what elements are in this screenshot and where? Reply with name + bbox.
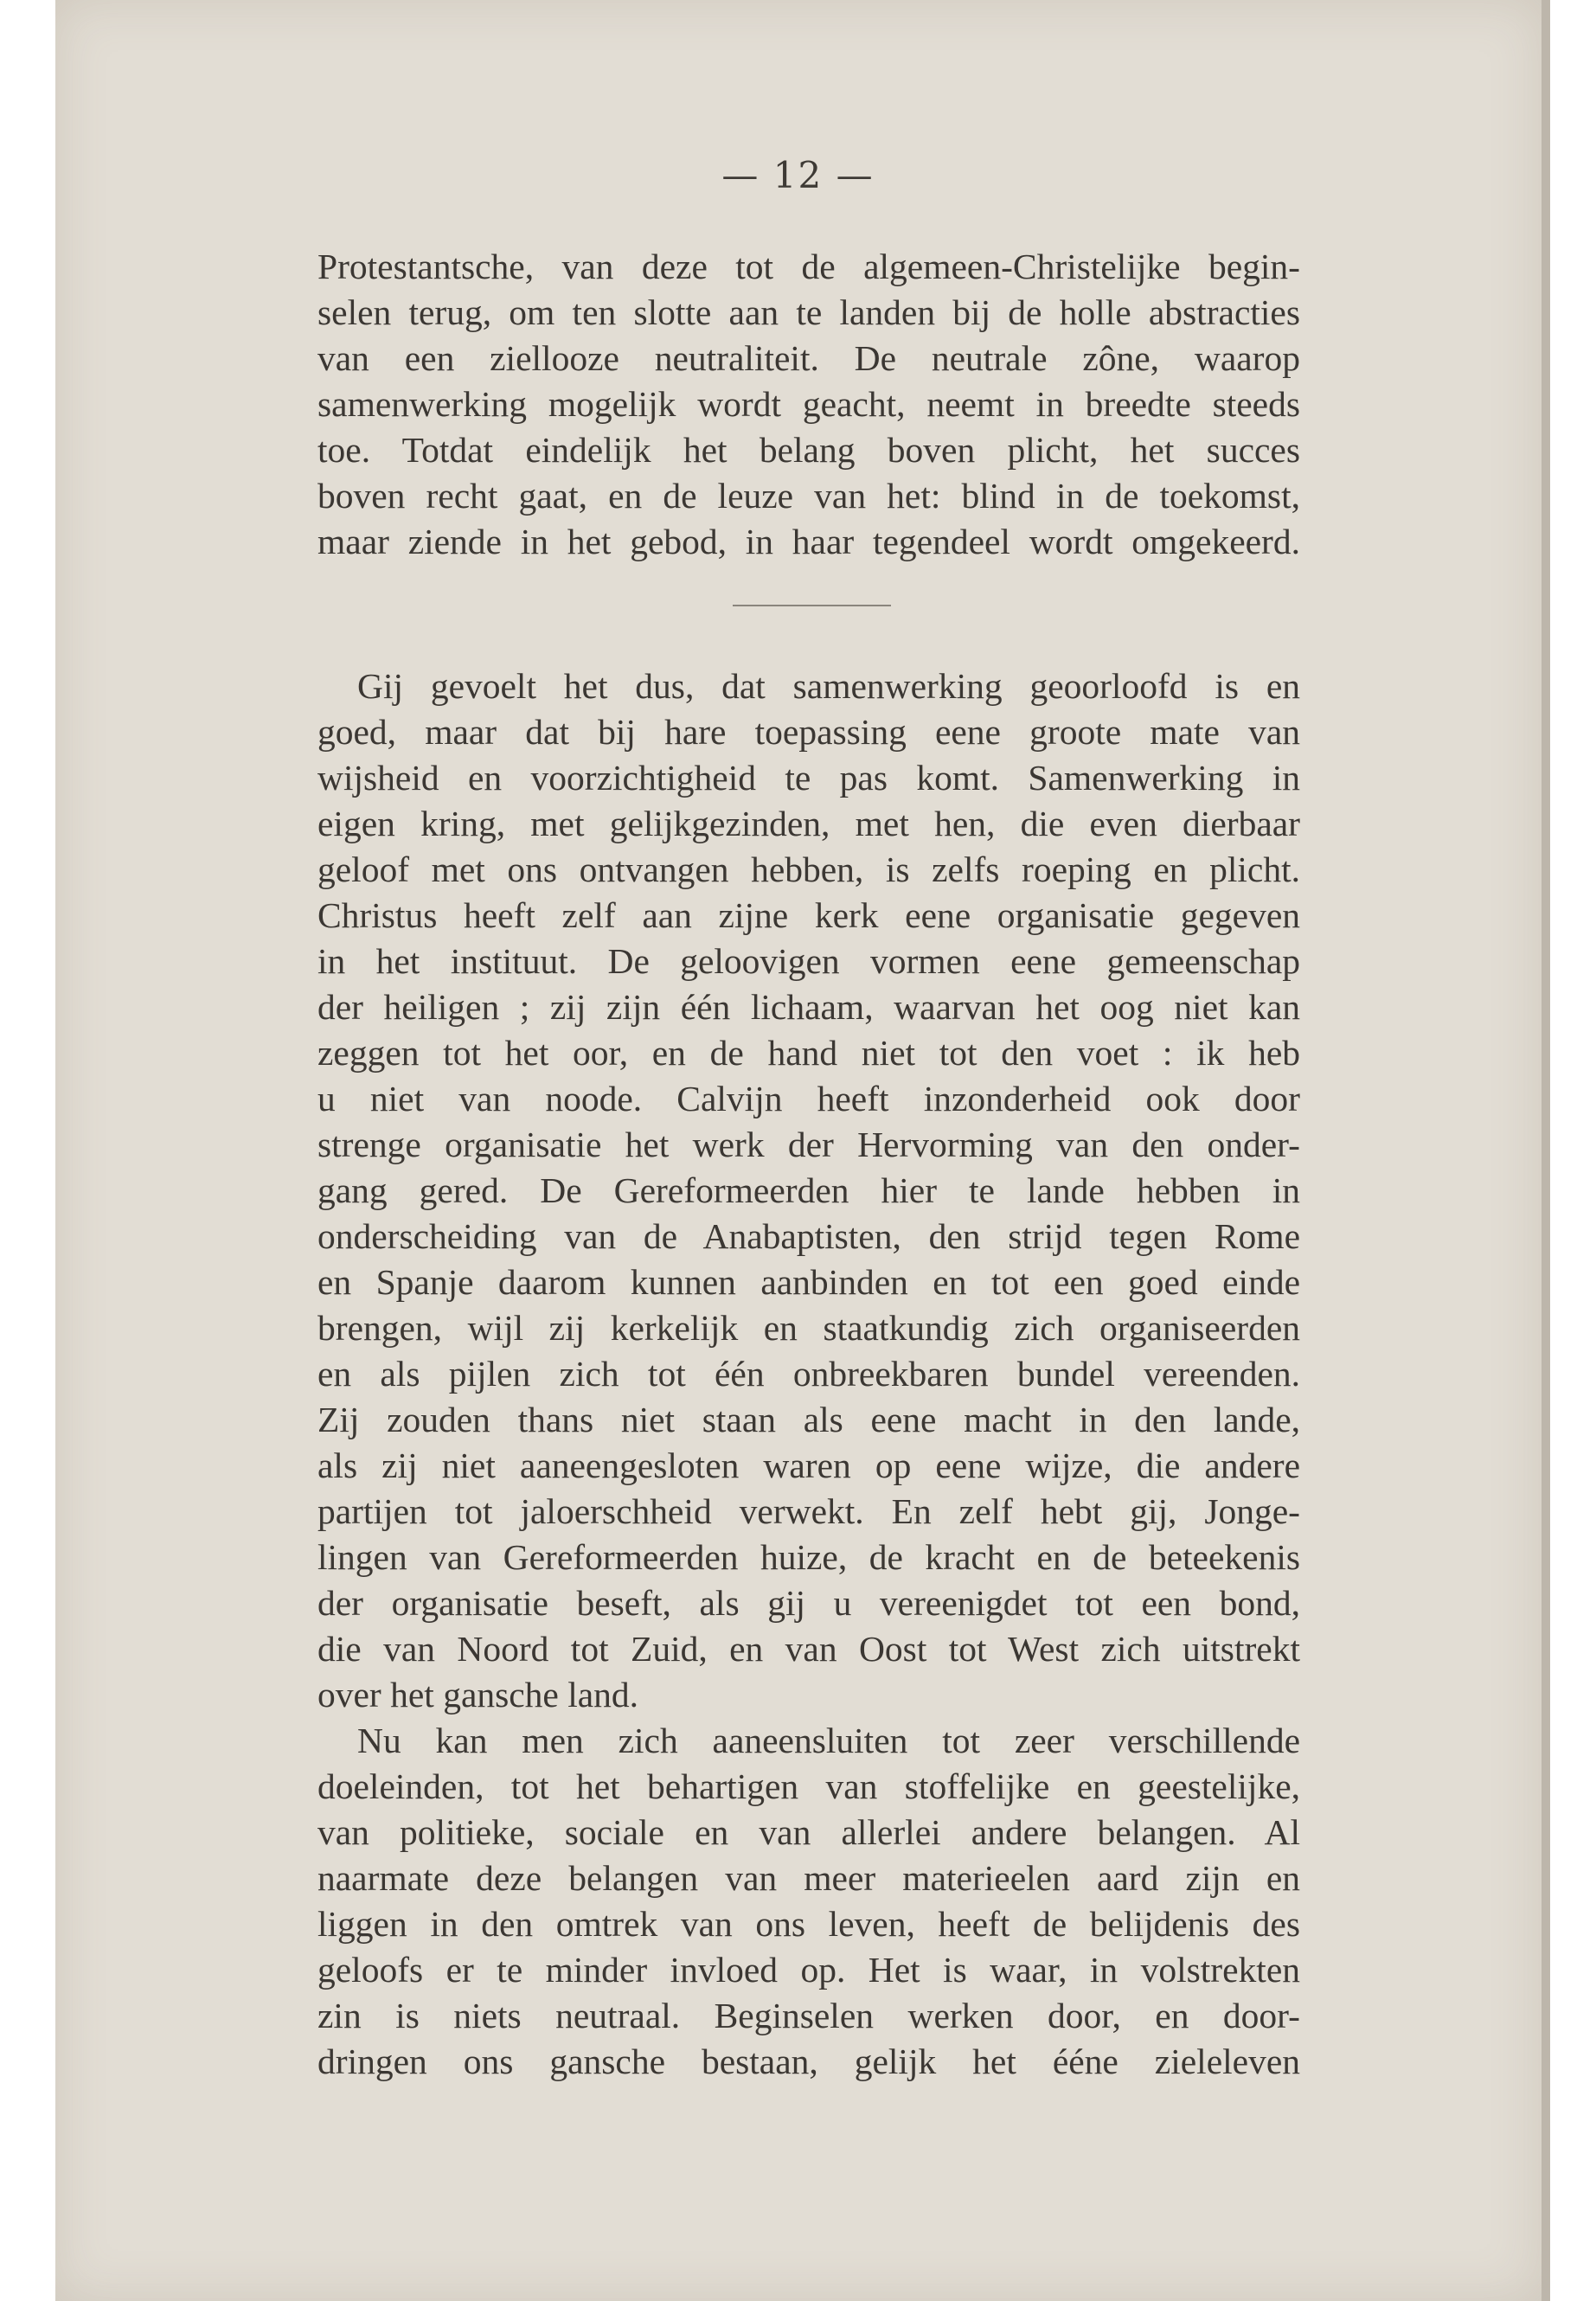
section-divider [733,605,891,663]
text-line: der organisatie beseft, als gij u vereenigdet tot een bond, [317,1583,1300,1623]
text-line: eigen kring, met gelijkgezinden, met hen, die even dierbaar [317,804,1300,843]
text-line: onderscheiding van de Anabaptisten, den strijd tegen Rome [317,1216,1300,1256]
text-line: Christus heeft zelf aan zijne kerk eene organisatie gegeven [317,895,1300,935]
text-line: der heiligen ; zij zijn één lichaam, waarvan het oog niet kan [317,987,1300,1027]
text-line: wijsheid en voorzichtigheid te pas komt. Samenwerking in [317,758,1300,798]
paragraph-3 [317,1718,1300,2085]
text-line: dringen ons gansche bestaan, gelijk het ééne zieleleven [317,2041,1300,2081]
text-line: als zij niet aaneengesloten waren op eene wijze, die andere [317,1445,1300,1485]
text-line: brengen, wijl zij kerkelijk en staatkundig zich organiseerden [317,1308,1300,1348]
text-line: selen terug, om ten slotte aan te landen bij de holle abstracties [317,292,1300,332]
page-edge [1542,0,1550,2301]
text-line: naarmate deze belangen van meer materieelen aard zijn en [317,1858,1300,1898]
text-line: doeleinden, tot het behartigen van stoffelijke en geestelijke, [317,1766,1300,1806]
text-line: en als pijlen zich tot één onbreekbaren bundel vereenden. [317,1354,1300,1394]
text-line: zeggen tot het oor, en de hand niet tot den voet : ik heb [317,1033,1300,1073]
text-line: partijen tot jaloerschheid verwekt. En zelf hebt gij, Jonge- [317,1491,1300,1531]
text-line: in het instituut. De geloovigen vormen eene gemeenschap [317,941,1300,981]
text-line: Zij zouden thans niet staan als eene macht in den lande, [317,1400,1300,1439]
text-line: van politieke, sociale en van allerlei andere belangen. Al [317,1812,1300,1852]
text-line: Protestantsche, van deze tot de algemeen-Christelijke begin- [317,247,1300,286]
paragraph-2 [317,663,1300,1718]
text-line: van een ziellooze neutraliteit. De neutrale zône, waarop [317,338,1300,378]
text-line: lingen van Gereformeerden huize, de kracht en de beteekenis [317,1537,1300,1577]
paragraph-1 [317,244,1300,565]
text-line: en Spanje daarom kunnen aanbinden en tot een goed einde [317,1262,1300,1302]
text-line: strenge organisatie het werk der Hervorming van den onder- [317,1125,1300,1164]
text-line: u niet van noode. Calvijn heeft inzonderheid ook door [317,1079,1300,1118]
page-number: — 12 — [721,154,875,196]
text-line: over het gansche land. [317,1675,639,1715]
body-text [317,244,1300,2085]
text-line: geloofs er te minder invloed op. Het is waar, in volstrekten [317,1950,1300,1990]
text-line: geloof met ons ontvangen hebben, is zelfs roeping en plicht. [317,849,1300,889]
text-line: goed, maar dat bij hare toepassing eene groote mate van [317,712,1300,752]
text-line: toe. Totdat eindelijk het belang boven plicht, het succes [317,430,1300,470]
text-line: liggen in den omtrek van ons leven, heeft de belijdenis des [317,1904,1300,1944]
text-line: boven recht gaat, en de leuze van het: blind in de toekomst, [317,476,1300,516]
text-line: zin is niets neutraal. Beginselen werken door, en door- [317,1996,1300,2035]
text-line: maar ziende in het gebod, in haar tegendeel wordt omgekeerd. [317,522,1300,561]
text-line: Gij gevoelt het dus, dat samenwerking geoorloofd is en [357,666,1300,706]
text-line: gang gered. De Gereformeerden hier te lande hebben in [317,1170,1300,1210]
text-line: die van Noord tot Zuid, en van Oost tot West zich uitstrekt [317,1629,1300,1669]
text-line: Nu kan men zich aaneensluiten tot zeer verschillende [357,1721,1300,1760]
text-line: samenwerking mogelijk wordt geacht, neemt in breedte steeds [317,384,1300,424]
